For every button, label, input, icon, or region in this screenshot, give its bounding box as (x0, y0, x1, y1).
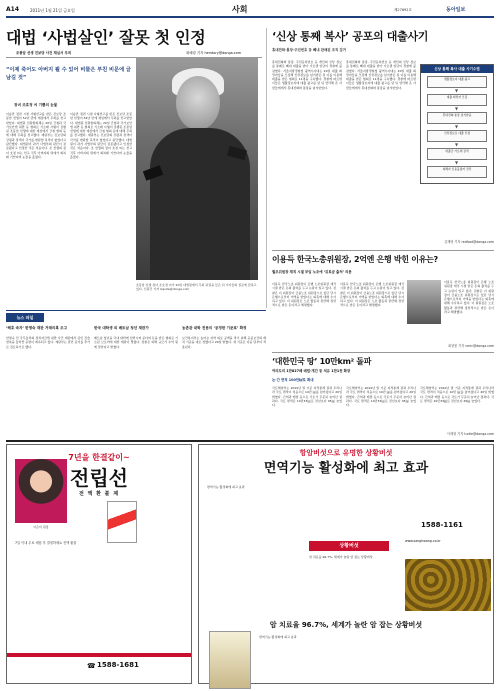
news-item-headline: 농촌관 대학 전문의 ‘공정한 기준표’ 확정 (182, 326, 247, 330)
news-divider (6, 310, 266, 311)
news-item-body: 한명숙 전 국무총리의 정치자금법 위반 사건 재판에서 증인 진술 번복을 둘러싼 공방이 계속되고 있다. 재판부는 관련 증거를 추가로 검토하기로 했다. (6, 336, 90, 349)
territory-headline: ‘대한민국 땅’ 10만km² 돌파 (272, 357, 372, 366)
union-body-col1: 이용득 한국노총 위원장이 은행 노조위원장 재직 시절 받은 돈의 출처를 두고 논란이 일고 있다. 검찰은 이 위원장이 금융노조 위원장으로 있던 당시 은행으로부터 거액을 받았다는 의혹에 대해 수사하고 있다. 이 위원장은 노조 활동과 관련해 정상적으로 받은 돈이라고 해명했다. (272, 282, 336, 308)
lead-headline: 대법 ‘사법살인’ 잘못 첫 인정 (6, 28, 206, 47)
lead-photo-caption: 조봉암 선생 장녀 조호정 씨가 20일 대법원에서 무죄 판결을 들은 뒤 기자들의 질문에 답하고 있다. 신원건 기자 laputa@donga.com (136, 283, 257, 291)
scam-step: 대출금 가로채 잠적 (427, 148, 487, 160)
scam-kicker: 휴대전화·통장·주민번호 등 빼내 판매된 조직 검거 (272, 48, 346, 52)
territory-lead: 논·간 면적 100만㎢로 확대 (272, 378, 314, 382)
news-item-body: 보건복지부는 농어촌 지역 의료 공백을 막기 위해 공중보건의 배치 기준을 새로 정했다고 20일 밝혔다. 새 기준은 다음 달부터 적용된다. (182, 336, 266, 349)
territory-subhead: 여의도의 1만827배 매립·개간 등 석유 1만1천 확장 (272, 369, 351, 373)
ad-doctor-photo (15, 459, 67, 523)
territory-body-col1: 국토해양부는 2010년 말 기준 지적통계 결과 우리나라 국토 면적이 처음으로 10만 ㎢를 넘어섰다고 20일 밝혔다. 간척과 매립 등으로 국토가 꾸준히 늘어난 결과다. 국토 면적은 10만33㎢로 전년보다 45㎢ 늘었다. (272, 386, 342, 408)
ad-photo-caption: 이은미 원장 (33, 525, 49, 529)
scam-step: 피해자 신용불량자 전락 (427, 166, 487, 178)
lead-byline: 최혜령 기자 herstory@donga.com (186, 51, 242, 55)
newspaper-name: 동아일보 (446, 7, 466, 13)
mushroom-ad-bottom-headline: 암 치료율 96.7%, 세계가 놀란 암 잡는 상황버섯 (269, 621, 423, 629)
territory-body-col2: 국토해양부는 2010년 말 기준 지적통계 결과 우리나라 국토 면적이 처음으로 10만 ㎢를 넘어섰다고 20일 밝혔다. 간척과 매립 등으로 국토가 꾸준히 늘어난 결과다. 국토 면적은 10만33㎢로 전년보다 45㎢ 늘었다. (346, 386, 416, 408)
mushroom-ad-headline: 면역기능 활성화에 최고 효과 (263, 461, 429, 476)
mushroom-ad-bottom-body: 면역기능 활성화에 최고 효과 (259, 635, 297, 639)
union-headline: 이용득 한국노총위원장, 2억엔 은행 박힌 이유는? (272, 255, 438, 264)
lead-photo (136, 58, 258, 280)
column-divider (266, 28, 267, 308)
arrow-down-icon: ▼ (455, 142, 459, 147)
mushroom-ad[interactable] (198, 444, 494, 684)
scam-step: 생활정보지 대출 광고 (427, 76, 487, 88)
lead-subhead: 장녀 조호정 씨 기쁨의 눈물 (14, 103, 58, 107)
territory-body-col3: 국토해양부는 2010년 말 기준 지적통계 결과 우리나라 국토 면적이 처음으로 10만 ㎢를 넘어섰다고 20일 밝혔다. 간척과 매립 등으로 국토가 꾸준히 늘어난 결과다. 국토 면적은 10만33㎢로 전년보다 45㎢ 늘었다. (420, 386, 494, 403)
edition-number: 제27692호 (394, 8, 412, 12)
scam-body-col1: 휴대전화와 통장, 주민등록번호 등 개인의 신상 정보를 통째로 빼내 대출을 받아 가로챈 일당이 경찰에 붙잡혔다. 서울지방경찰청 광역수사대는 20일 대출 희망자들을 모집해 신상정보를 넘겨받은 뒤 이를 이용해 대출을 받은 혐의로 11명을 구속했다. 경찰에 따르면 이들은 생활정보지에 대출 광고를 낸 뒤 연락해 온 사람들에게서 휴대전화와 통장을 넘겨받았다. (272, 60, 342, 90)
scam-headline: ‘신상 통째 복사’ 공포의 대출사기 (272, 30, 429, 43)
union-byline: 최창봉 기자 ceric@donga.com (447, 344, 494, 348)
page-number: A14 (6, 6, 19, 13)
section-divider (272, 352, 494, 353)
mushroom-photo (405, 559, 491, 611)
territory-byline: 이세형 기자 turtle@donga.com (446, 432, 494, 436)
mushroom-ad-brand: 상황버섯 (309, 541, 389, 551)
prostate-ad[interactable] (6, 444, 192, 684)
news-item-headline: 한국 대학생 외 베트남 청년 재판가 (94, 326, 149, 330)
news-file-label: 뉴스 파일 (6, 313, 44, 322)
masthead (6, 6, 494, 18)
mushroom-ad-kicker: 항암버섯으로 유명한 상황버섯 (299, 449, 393, 457)
arrow-down-icon: ▼ (455, 106, 459, 111)
mushroom-ad-url[interactable]: www.sanghwang.co.kr (405, 539, 441, 543)
mushroom-ad-body-mid: 암 치료율 96.7%, 세계가 놀란 암 잡는 상황버섯 (309, 555, 373, 559)
union-subhead: 월조위원장 재직 시절 부임 노조에 ‘위로금 출처’ 의문 (272, 270, 352, 274)
mushroom-product-image (209, 631, 251, 689)
ad-subtitle: 전 액 환 불 제 (78, 491, 120, 497)
lead-body-col2: 이승만 정권 시절 사형선고를 받은 진보당 조봉암 선생이 52년 만에 재심에서 무죄를 선고받았다. 대법원 전원합의체는 20일 간첩과 국가보안법 위반 등 혐의로 기소돼 사형이 집행된 조봉암 선생에 대한 재심에서 간첩 혐의 등에 대해 무죄를 선고했다. 재판부는 진보당의 강령과 정책이 국가를 변란할 목적이 없었다고 판단했다. 대법원이 과거 사법부의 판단이 잘못됐다고 인정한 것은 처음이다. 조 선생의 장녀 호정 씨는 선고 직후 아버지의 명예가 회복돼 기쁘다며 눈물을 흘렸다. (70, 112, 132, 159)
scam-step: 대출 희망자 모집 (427, 94, 487, 106)
ad-divider (6, 440, 494, 442)
scam-step: 신상정보로 대출 신청 (427, 130, 487, 142)
ad-phone[interactable]: 1588-1681 (97, 661, 139, 669)
union-body-col3: 이용득 한국노총 위원장이 은행 노조위원장 재직 시절 받은 돈의 출처를 두고 논란이 일고 있다. 검찰은 이 위원장이 금융노조 위원장으로 있던 당시 은행으로부터 거액을 받았다는 의혹에 대해 수사하고 있다. 이 위원장은 노조 활동과 관련해 정상적으로 받은 돈이라고 해명했다. (444, 280, 494, 315)
news-item-headline: ‘해호 속자’ 한명숙 재판 거래의혹 조고 (6, 326, 68, 330)
photo-subject-face (176, 76, 220, 130)
scam-body-col2: 휴대전화와 통장, 주민등록번호 등 개인의 신상 정보를 통째로 빼내 대출을 받아 가로챈 일당이 경찰에 붙잡혔다. 서울지방경찰청 광역수사대는 20일 대출 희망자들을 모집해 신상정보를 넘겨받은 뒤 이를 이용해 대출을 받은 혐의로 11명을 구속했다. 경찰에 따르면 이들은 생활정보지에 대출 광고를 낸 뒤 연락해 온 사람들에게서 휴대전화와 통장을 넘겨받았다. (346, 60, 416, 90)
lead-kicker-row (6, 50, 262, 58)
lead-quote: “이제 죽어도 아버지 뵐 수 있어 비뚤은 부친 비문에 글 남길 것” (6, 67, 131, 81)
news-item-body: 베트남 청년을 국내 대학에 입학시켜 준다며 돈을 받은 혐의로 기소된 브로커에 대한 재판이 열렸다. 검찰은 피해 규모가 수억 원에 달한다고 밝혔다. (94, 336, 178, 349)
ad-brand: 전립선 (70, 466, 128, 490)
ad-book-image (107, 501, 137, 543)
mushroom-ad-body-left: 면역기능 활성화에 최고 효과 (207, 485, 245, 489)
section-divider (272, 250, 494, 251)
lead-body-col1: 이승만 정권 시절 사형선고를 받은 진보당 조봉암 선생이 52년 만에 재심에서 무죄를 선고받았다. 대법원 전원합의체는 20일 간첩과 국가보안법 위반 등 혐의로 기소돼 사형이 집행된 조봉암 선생에 대한 재심에서 간첩 혐의 등에 대해 무죄를 선고했다. 재판부는 진보당의 강령과 정책이 국가를 변란할 목적이 없었다고 판단했다. 대법원이 과거 사법부의 판단이 잘못됐다고 인정한 것은 처음이다. 조 선생의 장녀 호정 씨는 선고 직후 아버지의 명예가 회복돼 기쁘다며 눈물을 흘렸다. (6, 112, 66, 159)
ad-red-band (7, 653, 191, 657)
scam-flow-title: 신상 통째 복사 대출 사기수법 (421, 65, 493, 73)
phone-icon: ☎ (87, 662, 96, 670)
mushroom-ad-phone[interactable]: 1588-1161 (421, 521, 463, 529)
arrow-down-icon: ▼ (455, 88, 459, 93)
scam-flow-box (420, 64, 494, 184)
publication-date: 2011년 1월 21일 금요일 (30, 8, 75, 13)
lead-kicker: 조봉암 선생 진보당 사건 재심서 무죄 (16, 51, 72, 55)
scam-byline: 김재영 기자 redfoot@donga.com (444, 240, 494, 244)
ad-tagline: 7년을 한결같이~ (68, 453, 130, 462)
ad-offer: 7일 이내 무료 체험 후 결정하세요 전액 환불 (15, 541, 77, 545)
scam-step: 휴대전화·통장 넘겨받음 (427, 112, 487, 124)
arrow-down-icon: ▼ (455, 160, 459, 165)
section-title: 사회 (232, 5, 248, 14)
arrow-down-icon: ▼ (455, 124, 459, 129)
union-leader-photo (407, 280, 441, 324)
union-body-col2: 이용득 한국노총 위원장이 은행 노조위원장 재직 시절 받은 돈의 출처를 두고 논란이 일고 있다. 검찰은 이 위원장이 금융노조 위원장으로 있던 당시 은행으로부터 거액을 받았다는 의혹에 대해 수사하고 있다. 이 위원장은 노조 활동과 관련해 정상적으로 받은 돈이라고 해명했다. (340, 282, 404, 308)
